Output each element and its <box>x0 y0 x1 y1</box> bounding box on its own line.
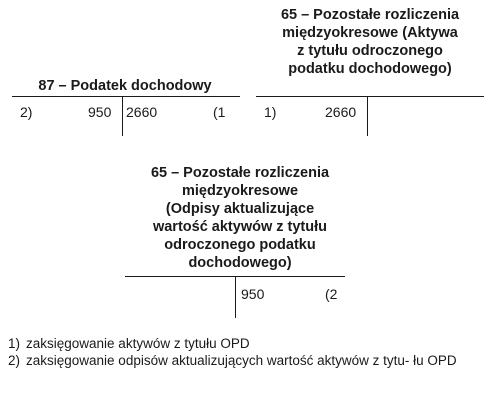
account-65-odpisy-title <box>120 164 360 272</box>
account-87-debit-ref: 2) <box>20 104 33 120</box>
account-65-odpisy-credit-ref: (2 <box>325 286 338 302</box>
notes-list <box>8 336 488 369</box>
note-item <box>8 353 488 370</box>
account-87-credit-ref: (1 <box>213 104 226 120</box>
title-line: (Odpisy aktualizujące <box>165 201 315 217</box>
account-65-aktywa-title <box>250 6 490 78</box>
title-line: 65 – Pozostałe rozliczenia <box>280 7 460 23</box>
account-65-odpisy-divider <box>235 276 236 318</box>
note-text: zaksięgowanie odpisów aktualizujących wartość aktywów z tytu- łu OPD <box>26 352 457 368</box>
title-line: odroczonego podatku <box>164 237 316 253</box>
note-number: 2) <box>8 352 21 368</box>
title-line: podatku dochodowego) <box>288 61 452 77</box>
note-text: zaksięgowanie aktywów z tytułu OPD <box>26 336 250 351</box>
account-65-aktywa-debit-ref: 1) <box>264 104 277 120</box>
title-line: wartość aktywów z tytułu <box>152 219 328 235</box>
title-line: międzyokresowe <box>181 183 299 199</box>
title-line: z tytułu odroczonego <box>297 43 443 59</box>
title-line: dochodowego) <box>188 255 292 271</box>
account-87-debit-amount: 950 <box>88 104 112 120</box>
title-line: międzyokresowe (Aktywa <box>282 25 458 41</box>
account-87-divider <box>122 96 123 136</box>
note-number: 1) <box>8 336 21 351</box>
account-65-aktywa-top-line <box>256 96 484 97</box>
title-line: 65 – Pozostałe rozliczenia <box>150 165 330 181</box>
account-87-title: 87 – Podatek dochodowy <box>38 78 212 94</box>
account-87-top-line <box>12 96 240 97</box>
account-65-aktywa-divider <box>367 96 368 136</box>
note-item <box>8 336 488 353</box>
account-87-credit-amount: 2660 <box>126 104 158 120</box>
account-65-odpisy-credit-amount: 950 <box>241 286 265 302</box>
account-65-aktywa-debit-amount: 2660 <box>325 104 357 120</box>
